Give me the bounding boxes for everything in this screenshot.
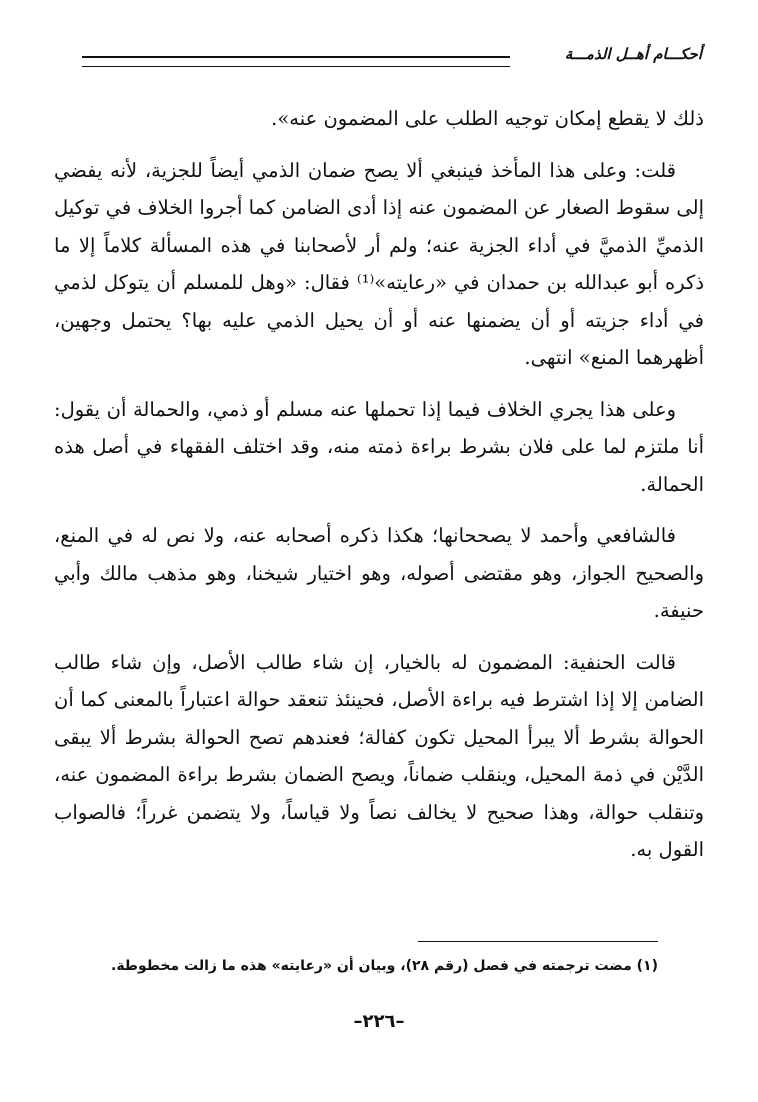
page-number: –٢٢٦– — [353, 1011, 405, 1032]
paragraph-2: قلت: وعلى هذا المأخذ فينبغي ألا يصح ضمان الذمي أيضاً للجزية، لأنه يفضي إلى سقوط الصغار عن المضمون عنه إذا أدى الضامن كما أجروا الخلاف في توكيل الذميِّ الذميَّ في أداء الجزية عنه؛ ولم أر لأصحابنا في هذه المسألة كلاماً إلا ما ذكره أبو عبدالله بن حمدان في «رعايته»⁽¹⁾ فقال: «وهل للمسلم أن يتوكل لذمي في أداء جزيته أو أن يضمنها عنه أو أن يحيل الذمي عليه بها؟ يحتمل وجهين، أظهرهما المنع» انتهى. — [54, 158, 705, 369]
footnote-separator — [418, 941, 658, 942]
footnote-1: (١) مضت ترجمته في فصل (رقم ٢٨)، وبيان أن «رعايته» هذه ما زالت مخطوطة. — [111, 958, 658, 974]
main-text — [54, 100, 704, 883]
paragraph-3: وعلى هذا يجري الخلاف فيما إذا تحملها عنه مسلم أو ذمي، والحمالة أن يقول: أنا ملتزم لما على فلان بشرط براءة ذمته منه، وقد اختلف الفقهاء في أصل هذه الحمالة. — [54, 397, 704, 496]
header-double-rule — [82, 56, 510, 67]
paragraph-5: قالت الحنفية: المضمون له بالخيار، إن شاء طالب الأصل، وإن شاء طالب الضامن إلا إذا اشترط فيه براءة الأصل، فحينئذ تنعقد حوالة اعتباراً بالمعنى كما أن الحوالة بشرط ألا يبرأ المحيل تكون كفالة؛ فعندهم تصح الحوالة بشرط ألا يبقى الدَّيْن في ذمة المحيل، وينقلب ضماناً، ويصح الضمان بشرط براءة المضمون عنه، وتنقلب حوالة، وهذا صحيح لا يخالف نصاً ولا قياساً، ولا يتضمن غرراً؛ فالصواب القول به. — [54, 650, 704, 861]
paragraph-4: فالشافعي وأحمد لا يصححانها؛ هكذا ذكره أصحابه عنه، ولا نص له في المنع، والصحيح الجواز، وهو مقتضى أصوله، وهو اختيار شيخنا، وهو مذهب مالك وأبي حنيفة. — [54, 524, 704, 622]
running-title: أحكـــام أهــل الذمـــة — [564, 45, 702, 63]
paragraph-1: ذلك لا يقطع إمكان توجيه الطلب على المضمون عنه». — [271, 107, 704, 130]
